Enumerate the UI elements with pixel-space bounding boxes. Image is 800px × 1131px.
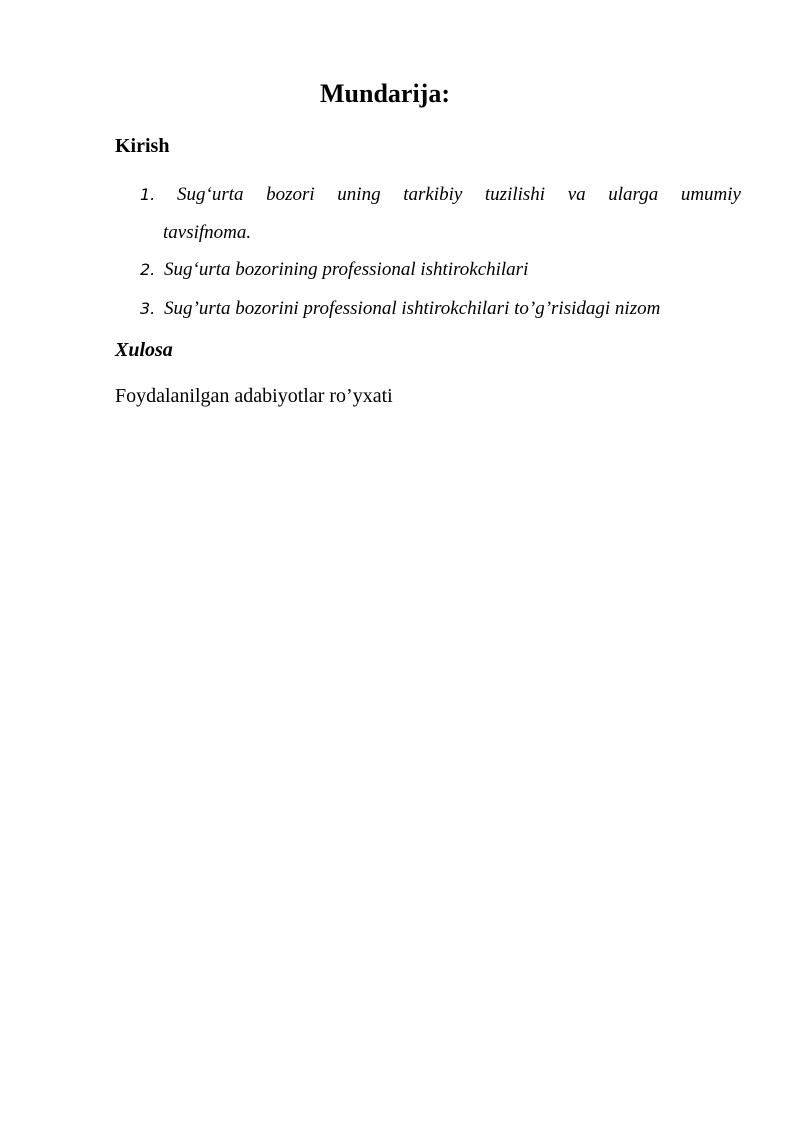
toc-item-text (140, 176, 741, 252)
toc-item-1 (140, 176, 741, 252)
toc-references: Foydalanilgan adabiyotlar ro’yxati (115, 385, 393, 407)
toc-item-number: 3. (140, 299, 156, 318)
toc-item-line-1: Sug‘urta bozori uning tarkibiy tuzilishi va ularga umumiy (177, 184, 741, 205)
toc-item-line-2: tavsifnoma. (163, 222, 252, 243)
toc-item-3 (140, 290, 741, 328)
toc-item-number: 1. (140, 185, 156, 204)
toc-item-number: 2. (140, 260, 156, 279)
page-title: Mundarija: (320, 79, 450, 108)
toc-item-text: Sug‘urta bozorining professional ishtirokchilari (164, 259, 529, 280)
toc-intro: Kirish (115, 135, 170, 157)
toc-item-2 (140, 251, 741, 289)
toc-item-text: Sug’urta bozorini professional ishtirokchilari to’g’risidagi nizom (164, 298, 661, 319)
toc-conclusion: Xulosa (115, 339, 173, 361)
